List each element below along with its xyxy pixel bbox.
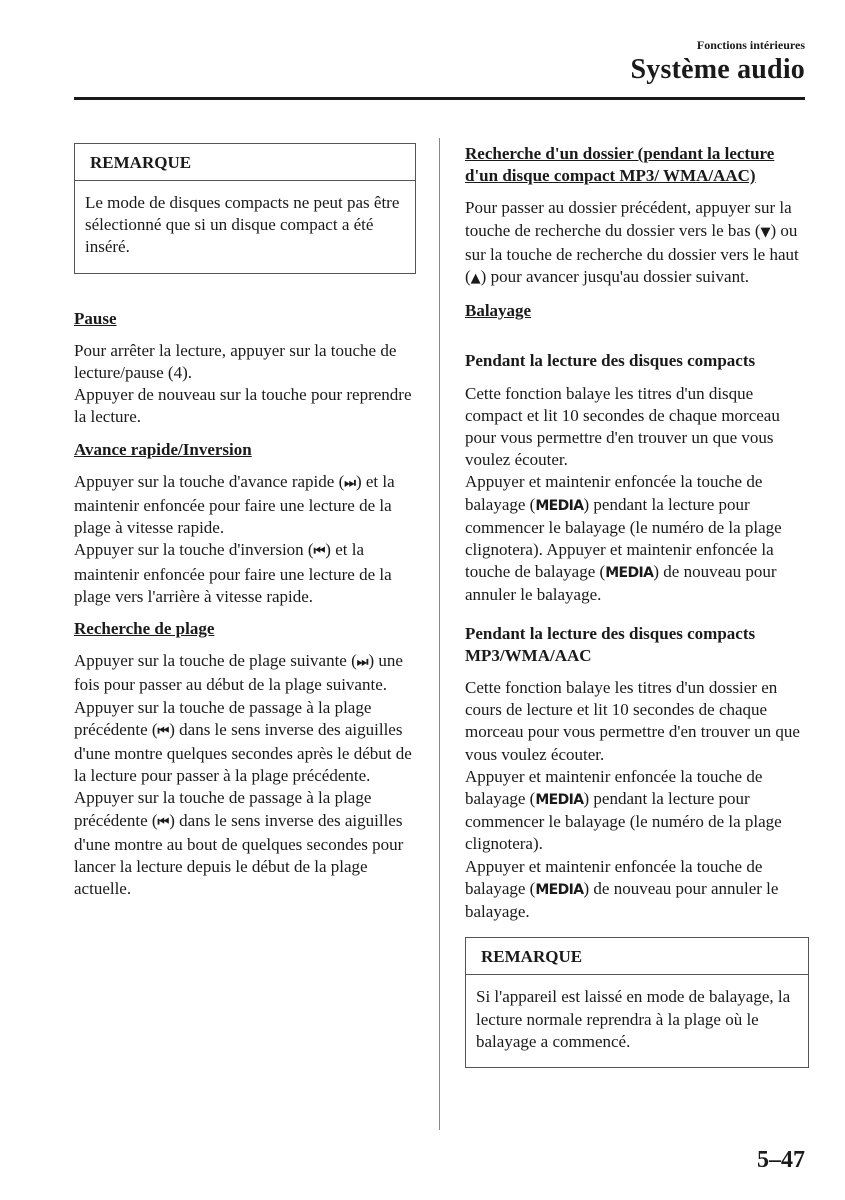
text-run: ) pendant la lecture pour commencer le balayage (le numéro de la plage clignotera). Appuyer et maintenir enfoncée la touche de balayage ( bbox=[465, 494, 782, 582]
right-column bbox=[465, 143, 809, 1068]
note-label: REMARQUE bbox=[75, 144, 415, 181]
text-run: ) et la maintenir enfoncée pour faire une lecture de la plage à vitesse rapide. bbox=[74, 471, 395, 538]
next-track-icon: ⏭ bbox=[344, 475, 356, 491]
text-run: Appuyer sur la touche d'inversion ( bbox=[74, 540, 314, 560]
scan-mp3-subheading: Pendant la lecture des disques compacts MP3/WMA/AAC bbox=[465, 623, 756, 665]
note-text: Si l'appareil est laissé en mode de balayage, la lecture normale reprendra à la plage où le balayage a commencé. bbox=[476, 987, 791, 1051]
scan-mp3-paragraph-1: Cette fonction balaye les titres d'un dossier en cours de lecture et lit 10 secondes de chaque morceau pour vous permettre d'en trouver un que vous voulez écouter. bbox=[465, 678, 800, 764]
ffrew-paragraph-1 bbox=[74, 471, 416, 540]
text-run: Appuyer sur la touche de plage suivante ( bbox=[74, 651, 357, 671]
text-run: Appuyer et maintenir enfoncée la touche de balayage ( bbox=[465, 856, 763, 898]
page-title: Système audio bbox=[630, 54, 805, 85]
pause-heading: Pause bbox=[74, 308, 117, 328]
text-run: ) une fois pour passer au début de la plage suivante. bbox=[74, 651, 403, 695]
folder-paragraph bbox=[465, 197, 809, 290]
track-paragraph-2 bbox=[74, 697, 416, 788]
text-run: Pour passer au dossier précédent, appuyer sur la touche de recherche du dossier vers le bas ( bbox=[465, 198, 792, 240]
text-run: ) de nouveau pour annuler le balayage. bbox=[465, 562, 777, 605]
previous-track-icon: ⏮ bbox=[313, 544, 326, 560]
pause-paragraph-2: Appuyer de nouveau sur la touche pour reprendre la lecture. bbox=[74, 385, 412, 427]
previous-track-icon: ⏮ bbox=[157, 723, 170, 739]
note-box bbox=[74, 143, 416, 274]
track-search-heading: Recherche de plage bbox=[74, 619, 215, 639]
column-divider bbox=[439, 138, 440, 1130]
note-label: REMARQUE bbox=[466, 938, 808, 975]
scan-cd-subheading: Pendant la lecture des disques compacts bbox=[465, 351, 756, 371]
scan-cd-paragraph-2 bbox=[465, 471, 809, 606]
track-paragraph-3 bbox=[74, 787, 416, 900]
folder-search-heading: Recherche d'un dossier (pendant la lecture d'un disque compact MP3/ WMA/AAC) bbox=[465, 144, 775, 186]
text-run: Appuyer sur la touche de passage à la plage précédente ( bbox=[74, 788, 372, 830]
text-run: Appuyer et maintenir enfoncée la touche de balayage ( bbox=[465, 472, 763, 514]
text-run: ) dans le sens inverse des aiguilles d'une montre quelques secondes après le début de la lecture pour passer à la plage précédente. bbox=[74, 719, 412, 786]
scan-mp3-paragraph-2 bbox=[465, 766, 809, 856]
text-run: Appuyer sur la touche d'avance rapide ( bbox=[74, 471, 345, 491]
up-triangle-icon: ▲ bbox=[470, 271, 481, 287]
text-run: Appuyer et maintenir enfoncée la touche de balayage ( bbox=[465, 766, 763, 809]
media-key-label: MEDIA bbox=[535, 792, 584, 809]
page-number: 5–47 bbox=[757, 1147, 805, 1173]
ffrew-heading: Avance rapide/Inversion bbox=[74, 439, 252, 459]
next-track-icon: ⏭ bbox=[356, 655, 369, 671]
media-key-label: MEDIA bbox=[605, 565, 654, 582]
ffrew-paragraph-2 bbox=[74, 539, 416, 608]
text-run: ) pendant la lecture pour commencer le balayage (le numéro de la plage clignotera). bbox=[465, 789, 782, 854]
media-key-label: MEDIA bbox=[535, 497, 584, 514]
title-rule bbox=[74, 97, 805, 100]
previous-track-icon: ⏮ bbox=[157, 814, 170, 830]
text-run: ) pour avancer jusqu'au dossier suivant. bbox=[480, 267, 750, 287]
scan-cd-paragraph-1: Cette fonction balaye les titres d'un disque compact et lit 10 secondes de chaque morceau pour vous permettre d'en trouver un que vous voulez écouter. bbox=[465, 383, 780, 470]
pause-paragraph-1: Pour arrêter la lecture, appuyer sur la touche de lecture/pause (4). bbox=[74, 340, 397, 383]
scan-mp3-paragraph-3 bbox=[465, 856, 809, 924]
text-run: ) dans le sens inverse des aiguilles d'une montre au bout de quelques secondes pour lancer la lecture depuis le début de la plage actuelle. bbox=[74, 810, 404, 899]
note-box bbox=[465, 937, 809, 1068]
text-run: ) de nouveau pour annuler le balayage. bbox=[465, 878, 779, 922]
down-triangle-icon: ▼ bbox=[760, 224, 771, 240]
note-text: Le mode de disques compacts ne peut pas être sélectionné que si un disque compact a été inséré. bbox=[85, 193, 400, 257]
section-label: Fonctions intérieures bbox=[696, 38, 805, 52]
text-run: Appuyer sur la touche de passage à la plage précédente ( bbox=[74, 697, 372, 739]
scan-heading: Balayage bbox=[465, 301, 532, 321]
text-run: ) et la maintenir enfoncée pour faire une lecture de la plage vers l'arrière à vitesse rapide. bbox=[74, 540, 392, 606]
media-key-label: MEDIA bbox=[535, 881, 584, 898]
left-column bbox=[74, 143, 416, 900]
text-run: ) ou sur la touche de recherche du dossier vers le haut ( bbox=[465, 220, 799, 287]
track-paragraph-1 bbox=[74, 650, 416, 696]
